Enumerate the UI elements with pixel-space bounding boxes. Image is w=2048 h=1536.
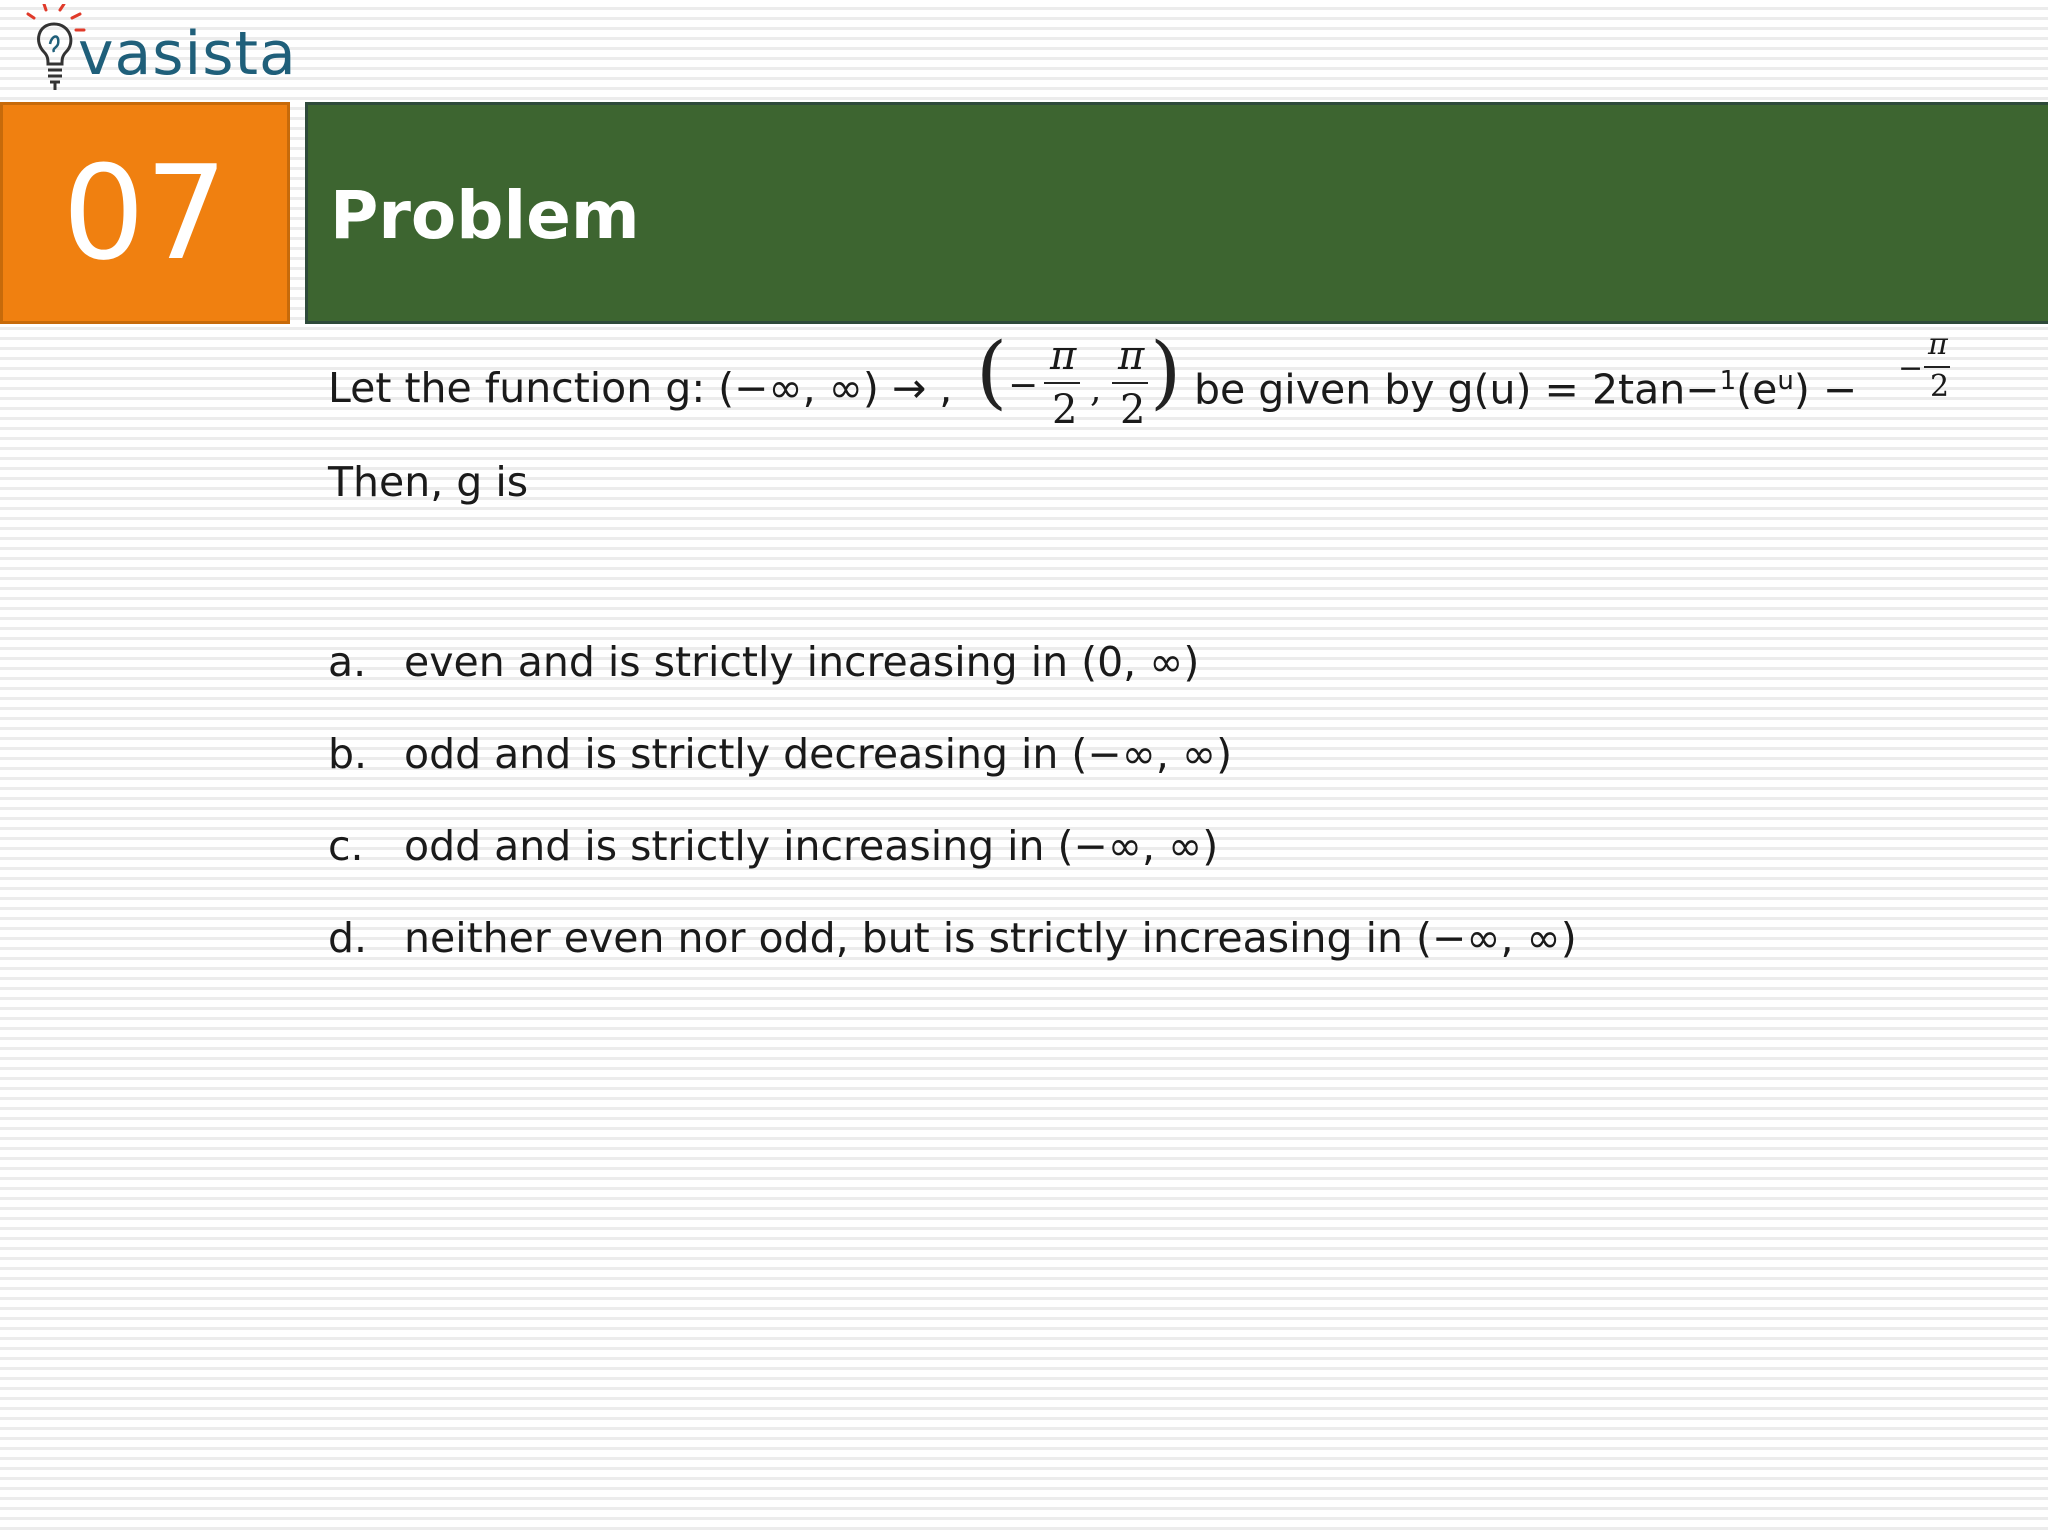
option-a[interactable]: [328, 638, 1199, 686]
fraction-bar-left: [1044, 382, 1080, 384]
slide-number: 07: [62, 137, 228, 289]
slide-number-box: [0, 102, 290, 324]
open-paren: (: [976, 325, 1008, 418]
close-paren: ): [1150, 325, 1182, 418]
minus-sign: −: [1008, 365, 1039, 406]
superscript-one: 1: [1719, 366, 1737, 396]
question-text-part2: be given by $g(u) = 2\tan-^1(e^u)$ −: [1194, 365, 1858, 414]
vasista-logo: [24, 4, 297, 96]
question-text-part1: Let the function g: (−∞, ∞) → ,: [328, 364, 953, 412]
question-then: Then, g is: [328, 458, 529, 506]
interval-comma: ,: [1090, 369, 1102, 410]
trailing-fraction-bar: [1924, 366, 1950, 368]
option-label: a.: [328, 638, 367, 686]
trailing-pi: π: [1928, 327, 1948, 362]
question-line: [328, 325, 2028, 440]
option-c[interactable]: [328, 822, 1218, 870]
option-b[interactable]: [328, 730, 1232, 778]
option-text: odd and is strictly increasing in (−∞, ∞): [404, 822, 1219, 870]
option-label: b.: [328, 730, 368, 778]
option-text: odd and is strictly decreasing in (−∞, ∞): [404, 730, 1233, 778]
option-label: c.: [328, 822, 364, 870]
slide-title: Problem: [330, 177, 640, 254]
option-text: neither even nor odd, but is strictly increasing in (−∞, ∞): [404, 914, 1577, 962]
title-bar: [305, 102, 2048, 324]
trailing-minus: −: [1898, 351, 1924, 386]
option-text: even and is strictly increasing in (0, ∞): [404, 638, 1200, 686]
option-d[interactable]: [328, 914, 1577, 962]
logo-wordmark: vasista: [78, 19, 297, 89]
denominator-right: 2: [1120, 387, 1146, 433]
option-label: d.: [328, 914, 368, 962]
pi-numerator-left: π: [1050, 333, 1077, 379]
denominator-left: 2: [1052, 387, 1078, 433]
trailing-denominator: 2: [1930, 369, 1950, 404]
superscript-u: u: [1777, 366, 1794, 396]
fraction-bar-right: [1112, 382, 1148, 384]
pi-numerator-right: π: [1118, 333, 1145, 379]
